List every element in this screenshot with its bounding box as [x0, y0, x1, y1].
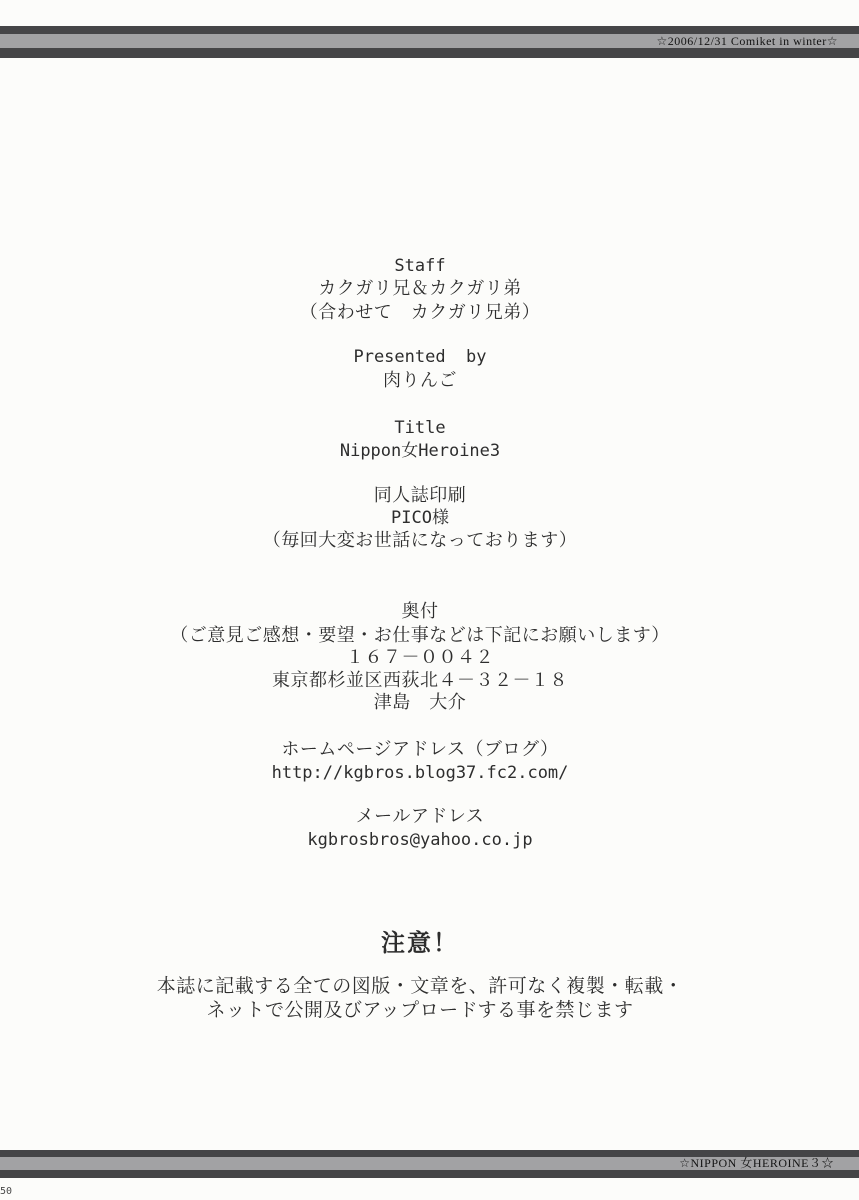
- colophon-note: （ご意見ご感想・要望・お仕事などは下記にお願いします）: [170, 625, 670, 646]
- circle-name: 肉りんご: [383, 370, 457, 391]
- address: 東京都杉並区西荻北４－３２－１８: [272, 670, 568, 691]
- footer-banner-text: ☆NIPPON 女HEROINE３☆: [679, 1156, 834, 1170]
- homepage-url: http://kgbros.blog37.fc2.com/: [271, 763, 569, 783]
- notice-body-line1: 本誌に記載する全ての図版・文章を、許可なく複製・転載・: [156, 975, 684, 997]
- page-number: 50: [0, 1186, 13, 1197]
- presented-by-heading: Presented by: [353, 347, 487, 367]
- book-title: Nippon女Heroine3: [339, 441, 501, 461]
- notice-body-line2: ネットで公開及びアップロードする事を禁じます: [206, 999, 634, 1021]
- printing-note: （毎回大変お世話になっております）: [262, 530, 578, 551]
- postal-code: １６７－００４２: [346, 647, 494, 668]
- author-name: 津島 大介: [373, 692, 467, 713]
- staff-heading: Staff: [394, 256, 446, 276]
- colophon-heading: 奥付: [401, 601, 439, 622]
- header-banner-text: ☆2006/12/31 Comiket in winter☆: [656, 34, 838, 48]
- notice-heading: 注意！: [381, 929, 459, 957]
- email-address: kgbrosbros@yahoo.co.jp: [307, 830, 533, 850]
- footer-banner-stripe: [0, 1157, 859, 1170]
- footer-banner: [0, 1150, 859, 1178]
- header-banner-stripe: [0, 34, 859, 48]
- staff-members: カクガリ兄＆カクガリ弟: [318, 278, 522, 299]
- printing-heading: 同人誌印刷: [373, 485, 467, 506]
- title-heading: Title: [394, 418, 446, 438]
- header-banner: [0, 26, 859, 58]
- email-heading: メールアドレス: [355, 806, 485, 827]
- staff-members-note: （合わせて カクガリ兄弟）: [299, 302, 541, 323]
- homepage-heading: ホームページアドレス（ブログ）: [281, 739, 559, 760]
- printing-company: PICO様: [391, 508, 449, 528]
